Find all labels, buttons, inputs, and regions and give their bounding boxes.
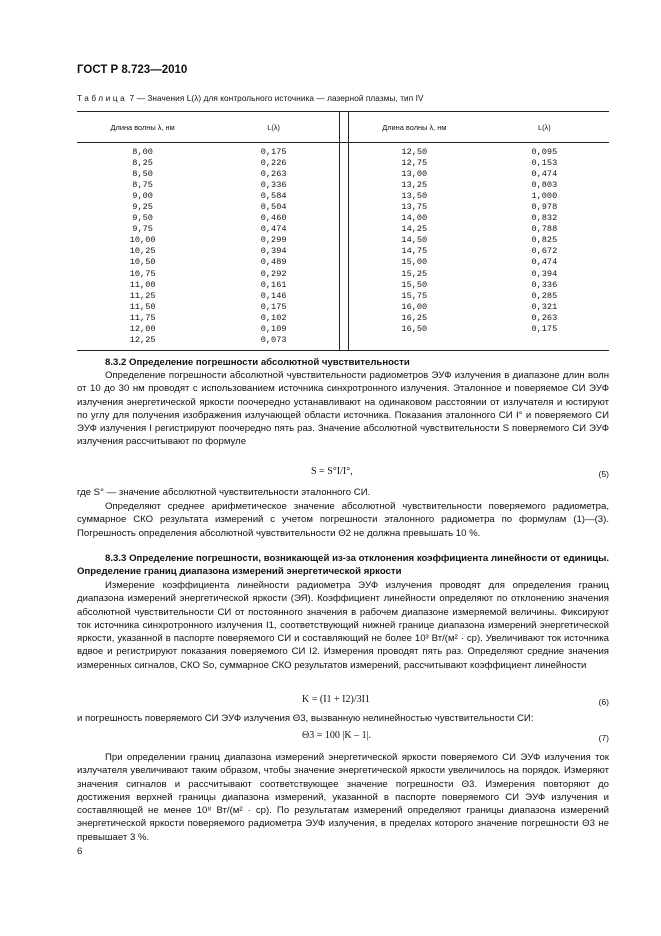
- table-cell: 0,226: [260, 158, 287, 169]
- section-8-3-2-paragraph-1: Определение погрешности абсолютной чувствительности радиометров ЭУФ излучения в диапазоне длин волн от 10 до 30 нм проводят с использованием источника синхротронного излучения. Эталонное и поверяемое СИ ЭУФ излучения энергетической яркости поочередно устанавливают на одинаковом расстоянии от излучателя и юстируют по углу для получения изображения излучающей области источника. Показания эталонного СИ I° и поверяемого СИ ЭУФ излучения I регистрируют поочередно пять раз. Значение абсолютной чувствительности S поверяемого СИ ЭУФ излучения рассчитывают по формуле: [77, 370, 609, 448]
- table-cell: 1,000: [531, 191, 558, 202]
- table-cell: 0,285: [531, 290, 558, 301]
- table-cell: 0,146: [260, 290, 287, 301]
- section-8-3-3-paragraph-2: и погрешность поверяемого СИ ЭУФ излучения Θ3, вызванную нелинейностью чувствительности СИ:: [77, 713, 534, 724]
- table-cell: 0,175: [260, 147, 287, 157]
- standard-header: ГОСТ Р 8.723—2010: [77, 64, 188, 76]
- formula-6-number: (6): [598, 697, 609, 707]
- column-wavelength-2: [348, 143, 479, 351]
- table-cell: 12,75: [401, 158, 428, 169]
- table-header-row: [77, 112, 609, 143]
- table-cell: 9,00: [132, 191, 153, 202]
- table-cell: 0,825: [531, 235, 558, 246]
- table-cell: 12,50: [401, 147, 428, 157]
- table-cell: 12,25: [129, 334, 156, 345]
- table-cell: 0,672: [531, 246, 558, 257]
- section-8-3-2-paragraph-3: Определяют среднее арифметическое значение абсолютной чувствительности поверяемого радиометра, суммарное СКО результата измерений с учетом погрешности эталонного радиометра по формулам (1)—(3). Погрешность определения абсолютной чувствительности Θ2 не должна превышать 10 %.: [77, 501, 609, 539]
- table-caption: [77, 94, 424, 103]
- section-8-3-3-paragraph-1: Измерение коэффициента линейности радиометра ЭУФ излучения проводят для определения границ диапазона измерений энергетической яркости (ЭЯ). Коэффициент линейности определяют по отклонению значения абсолютной чувствительности СИ от постоянного значения в рабочем диапазоне измеряемой величины. Фиксируют ток источника синхротронного излучения I1, соответствующий нижней границе диапазона измерений энергетической яркости, указанной в паспорте поверяемого СИ и составляющий не более 10³ Вт/(м² · ср). Увеличивают ток источника вдвое и регистрируют показания поверяемого СИ I2. Измерения проводят пять раз. Определяют средние значения измеренных сигналов, СКО Sо, суммарное СКО результатов измерений, рассчитывают коэффициент линейности: [77, 580, 609, 671]
- table-cell: 0,832: [531, 213, 558, 224]
- table-cell: 0,474: [531, 169, 558, 180]
- table-cell: 14,50: [401, 235, 428, 246]
- table-cell: 8,00: [132, 147, 153, 157]
- header-l-2: L(λ): [480, 112, 609, 143]
- wavelength-table: [77, 111, 609, 351]
- table-cell: 0,299: [260, 235, 287, 246]
- table-cell: 0,504: [260, 202, 287, 213]
- section-8-3-2-heading: 8.3.2 Определение погрешности абсолютной чувствительности: [105, 357, 410, 368]
- table-cell: 16,00: [401, 301, 428, 312]
- column-l-2: [480, 143, 609, 351]
- table-cell: 12,00: [129, 323, 156, 334]
- header-wavelength-2: Длина волны λ, нм: [348, 112, 479, 143]
- column-l-1: [208, 143, 339, 351]
- column-wavelength-1: [77, 143, 208, 351]
- table-cell: 8,25: [132, 158, 153, 169]
- table-cell: 9,75: [132, 224, 153, 235]
- header-wavelength-1: Длина волны λ, нм: [77, 112, 208, 143]
- table-body-row: [77, 143, 609, 351]
- table-cell: 13,25: [401, 180, 428, 191]
- table-divider: [340, 143, 349, 351]
- table-cell: 11,00: [129, 279, 156, 290]
- table-cell: 11,50: [129, 301, 156, 312]
- table-cell: 0,394: [531, 268, 558, 279]
- table-cell: 15,75: [401, 290, 428, 301]
- table-cell: 0,102: [260, 312, 287, 323]
- table-cell: 9,50: [132, 213, 153, 224]
- header-l-1: L(λ): [208, 112, 339, 143]
- table-caption-text: 7 — Значения L(λ) для контрольного источника — лазерной плазмы, тип IV: [127, 94, 424, 103]
- table-divider: [340, 112, 349, 143]
- formula-6: K = (I1 + I2)/3I1: [302, 694, 370, 705]
- table-cell: 0,263: [260, 169, 287, 180]
- table-cell: 10,50: [129, 257, 156, 268]
- formula-5-number: (5): [598, 469, 609, 479]
- table-cell: 15,50: [401, 279, 428, 290]
- table-cell: 13,50: [401, 191, 428, 202]
- table-cell: 14,75: [401, 246, 428, 257]
- table-cell: 0,489: [260, 257, 287, 268]
- table-cell: 13,00: [401, 169, 428, 180]
- formula-7-number: (7): [598, 733, 609, 743]
- table-cell: 16,25: [401, 312, 428, 323]
- formula-5: S = S°I/I°,: [311, 466, 353, 477]
- table-cell: 0,161: [260, 279, 287, 290]
- table-cell: 0,175: [260, 301, 287, 312]
- table-cell: 0,336: [260, 180, 287, 191]
- table-cell: 0,292: [260, 268, 287, 279]
- table-cell: 11,25: [129, 290, 156, 301]
- table-cell: 14,25: [401, 224, 428, 235]
- table-cell: 0,788: [531, 224, 558, 235]
- section-8-3-3-heading: 8.3.3 Определение погрешности, возникающей из-за отклонения коэффициента линейности от единицы. Определение границ диапазона измерений энергетической яркости: [77, 553, 609, 578]
- table-cell: 8,75: [132, 180, 153, 191]
- table-cell: 15,00: [401, 257, 428, 268]
- table-cell: 0,394: [260, 246, 287, 257]
- table-cell: 16,50: [401, 323, 428, 334]
- table-cell: 0,978: [531, 202, 558, 213]
- table-cell: 0,460: [260, 213, 287, 224]
- table-cell: 0,321: [531, 301, 558, 312]
- table-cell: 11,75: [129, 312, 156, 323]
- table-cell: 9,25: [132, 202, 153, 213]
- page-number: 6: [77, 846, 83, 857]
- section-8-3-3-paragraph-3: При определении границ диапазона измерений энергетической яркости поверяемого СИ ЭУФ излучения ток излучателя увеличивают таким образом, чтобы значение энергетической яркости увеличилось на порядок. Измеряют значения сигналов и рассчитывают соответствующее значение погрешности Θ3. Измерения повторяют до достижения верхней границы диапазона измерений, указанной в паспорте поверяемого СИ ЭУФ излучения и составляющей не менее 10⁸ Вт/(м² · ср). По результатам измерений определяют границы диапазона измерений энергетической яркости поверяемого радиометра ЭУФ излучения, в пределах которого значение погрешности Θ3 не превышает 3 %.: [77, 752, 609, 843]
- table-cell: 13,75: [401, 202, 428, 213]
- table-cell: 0,153: [531, 158, 558, 169]
- table-cell: 10,00: [129, 235, 156, 246]
- table-cell: 10,25: [129, 246, 156, 257]
- table-caption-word: Таблица: [77, 94, 128, 103]
- table-cell: 0,803: [531, 180, 558, 191]
- formula-7: Θ3 = 100 |K – 1|.: [302, 730, 372, 741]
- table-cell: 0,073: [260, 334, 287, 345]
- table-cell: 0,474: [260, 224, 287, 235]
- table-cell: 0,474: [531, 257, 558, 268]
- table-cell: 14,00: [401, 213, 428, 224]
- table-cell: 10,75: [129, 268, 156, 279]
- table-cell: 15,25: [401, 268, 428, 279]
- table-cell: 0,109: [260, 323, 287, 334]
- table-cell: 0,263: [531, 312, 558, 323]
- table-cell: 0,336: [531, 279, 558, 290]
- table-cell: 0,584: [260, 191, 287, 202]
- table-cell: 0,175: [531, 323, 558, 334]
- table-cell: 0,095: [531, 147, 558, 157]
- table-cell: 8,50: [132, 169, 153, 180]
- section-8-3-2-paragraph-2: где S° — значение абсолютной чувствительности эталонного СИ.: [77, 487, 371, 498]
